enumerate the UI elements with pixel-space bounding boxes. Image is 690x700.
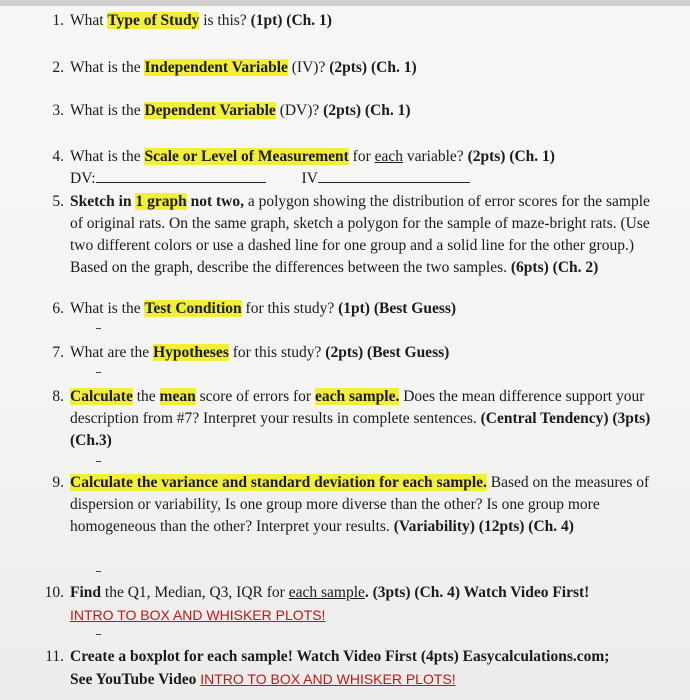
question-number: 7. xyxy=(52,344,64,361)
question-text: Create a boxplot for each sample! Watch Video First (4pts) Easycalculations.com; See YouTube Video INTRO TO BOX AND WHISKER PLOTS! xyxy=(70,648,610,688)
question-text: What are the Hypotheses for this study? (2pts) (Best Guess) xyxy=(70,344,450,361)
question-text: Calculate the variance and standard deviation for each sample. Based on the measures of dispersion or variability, Is one group more diverse than the other? Is one group more homogeneous than the other? Interpret your results. (Variability) (12pts) (Ch. 4) xyxy=(70,474,650,535)
question-number: 3. xyxy=(52,102,64,119)
answer-dash xyxy=(96,461,101,462)
question-number: 11. xyxy=(45,648,64,665)
question-text: What is the Independent Variable (IV)? (2pts) (Ch. 1) xyxy=(70,59,417,76)
question-number: 6. xyxy=(52,300,64,317)
question-text: Find the Q1, Median, Q3, IQR for each sample. (3pts) (Ch. 4) Watch Video First! INTRO TO BOX AND WHISKER PLOTS! xyxy=(70,584,590,623)
question-number: 4. xyxy=(52,148,64,165)
question-text: What is the Dependent Variable (DV)? (2pts) (Ch. 1) xyxy=(70,102,411,119)
dv-answer-blank[interactable] xyxy=(96,168,266,183)
question-text: What is the Test Condition for this study? (1pt) (Best Guess) xyxy=(70,300,457,317)
question-text: What Type of Study is this? (1pt) (Ch. 1) xyxy=(70,12,332,29)
question-number: 9. xyxy=(52,474,64,491)
question-number: 5. xyxy=(52,193,64,210)
question-number: 1. xyxy=(52,12,64,29)
iv-answer-blank[interactable] xyxy=(318,168,470,183)
question-text: Sketch in 1 graph not two, a polygon showing the distribution of error scores for the sample of original rats. On the same graph, sketch a polygon for the sample of maze-bright rats. (Use two different colors or use a dashed line for one group and a solid line for the other group.) Based on the graph, describe the differences between the two samples. (6pts) (Ch. 2) xyxy=(70,193,650,276)
box-whisker-video-link[interactable]: INTRO TO BOX AND WHISKER PLOTS! xyxy=(200,671,456,687)
question-number: 10. xyxy=(44,584,64,601)
question-text: What is the Scale or Level of Measurement for each variable? (2pts) (Ch. 1) DV: IV xyxy=(70,148,555,187)
question-number: 2. xyxy=(52,59,64,76)
answer-dash xyxy=(96,372,101,373)
question-number: 8. xyxy=(52,388,64,405)
page-top-edge xyxy=(0,0,690,6)
iv-label: IV xyxy=(301,170,318,187)
box-whisker-video-link[interactable]: INTRO TO BOX AND WHISKER PLOTS! xyxy=(70,607,326,623)
answer-dash xyxy=(96,328,101,329)
answer-dash xyxy=(96,571,101,572)
question-text: Calculate the mean score of errors for each sample. Does the mean difference support your description from #7? Interpret your results in complete sentences. (Central Tendency) (3pts) (Ch.3) xyxy=(70,388,651,449)
answer-dash xyxy=(96,634,101,635)
dv-label: DV: xyxy=(70,170,96,187)
